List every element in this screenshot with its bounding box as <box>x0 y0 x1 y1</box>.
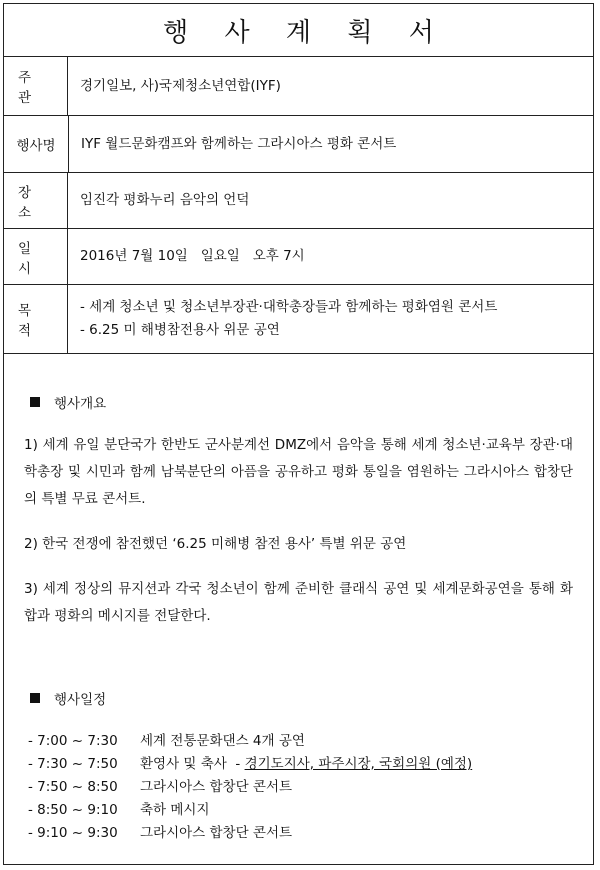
place-label: 장 소 <box>4 173 68 228</box>
overview-heading-text: 행사개요 <box>54 396 107 412</box>
schedule-time: - 7:50 ~ 8:50 <box>28 779 118 795</box>
schedule-time: - 9:10 ~ 9:30 <box>28 825 118 841</box>
schedule-item <box>28 753 573 776</box>
document-page <box>3 3 594 865</box>
purpose-item: - 세계 청소년 및 청소년부장관·대학총장들과 함께하는 평화염원 콘서트 <box>80 299 498 315</box>
overview-paragraph: 2) 한국 전쟁에 참전했던 ‘6.25 미해병 참전 용사’ 특별 위문 공연 <box>24 536 407 552</box>
overview-paragraph: 3) 세계 정상의 뮤지션과 각국 청소년이 함께 준비한 클래식 공연 및 세계문화공연을 통해 화합과 평화의 메시지를 전달한다. <box>24 581 573 624</box>
schedule-desc: 환영사 및 축사 - <box>140 756 245 772</box>
overview-heading <box>24 392 573 412</box>
info-row-purpose <box>4 285 593 354</box>
event-name-label: 행사명 <box>4 116 69 172</box>
schedule-time: - 7:00 ~ 7:30 <box>28 733 118 749</box>
schedule-time: - 7:30 ~ 7:50 <box>28 756 118 772</box>
schedule-item <box>28 776 573 799</box>
schedule-desc: 축하 메시지 <box>140 802 210 818</box>
schedule-item <box>28 799 573 822</box>
host-label: 주 관 <box>4 57 68 115</box>
info-row-name <box>4 116 593 173</box>
purpose-label: 목 적 <box>4 285 68 353</box>
purpose-item: - 6.25 미 해병참전용사 위문 공연 <box>80 322 280 338</box>
schedule-time: - 8:50 ~ 9:10 <box>28 802 118 818</box>
date-value: 2016년 7월 10일 일요일 오후 7시 <box>80 248 305 264</box>
schedule-desc: 세계 전통문화댄스 4개 공연 <box>140 733 305 749</box>
schedule-item <box>28 822 573 845</box>
square-bullet-icon <box>30 397 40 407</box>
info-row-date <box>4 229 593 285</box>
square-bullet-icon <box>30 693 40 703</box>
info-row-place <box>4 173 593 229</box>
event-name-value: IYF 월드문화캠프와 함께하는 그라시아스 평화 콘서트 <box>81 135 397 152</box>
overview-paragraph: 1) 세계 유일 분단국가 한반도 군사분계선 DMZ에서 음악을 통해 세계 청소년·교육부 장관·대학총장 및 시민과 함께 남북분단의 아픔을 공유하고 평화 통일을 염원하는 그라시아스 합창단의 특별 무료 콘서트. <box>24 437 573 507</box>
schedule-section <box>4 630 593 845</box>
schedule-item <box>28 730 573 753</box>
schedule-list <box>24 730 573 845</box>
host-value: 경기일보, 사)국제청소년연합(IYF) <box>80 77 281 94</box>
info-row-host <box>4 57 593 116</box>
schedule-desc: 그라시아스 합창단 콘서트 <box>140 825 293 841</box>
schedule-heading-text: 행사일정 <box>54 692 107 708</box>
place-value: 임진각 평화누리 음악의 언덕 <box>80 192 250 208</box>
schedule-desc: 그라시아스 합창단 콘서트 <box>140 779 293 795</box>
schedule-heading <box>24 688 573 708</box>
schedule-note: 경기도지사, 파주시장, 국회의원 (예정) <box>244 756 473 772</box>
overview-section <box>4 354 593 630</box>
date-label: 일 시 <box>4 229 68 284</box>
document-title: 행 사 계 획 서 <box>4 4 593 57</box>
